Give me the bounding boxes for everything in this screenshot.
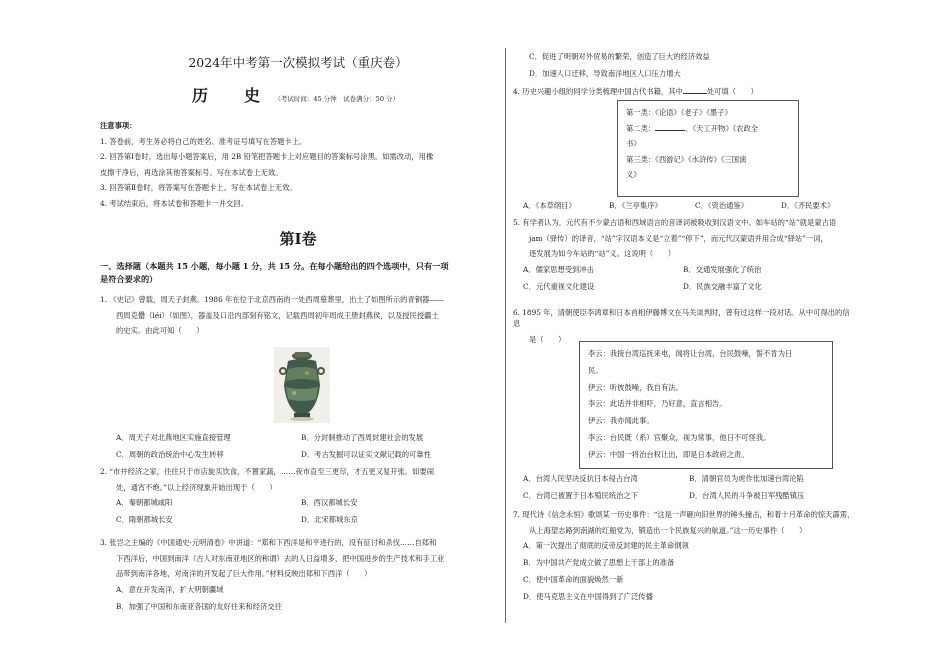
exam-title: 2024年中考第一次模拟考试（重庆卷） [188,55,408,70]
question-line: 是（ ） [529,334,566,344]
question-line: 7. 现代诗《信念永恒》歌颂某一历史事件：“这是一声砸向旧世界的锤头撞击，和着十月革命的惊天霹雳， [513,510,855,519]
dialogue-line: 李云：此话并非相吓，乃好意，直言相告。 [588,399,727,409]
question-3-continued [513,51,855,85]
note-item: 3. 回答第Ⅱ卷时，将答案写在答题卡上。写在本试卷上无效。 [100,183,297,193]
stem-before: 4. 历史兴趣小组的同学分类梳理中国古代书籍，其中 [513,87,683,96]
box-line: 第二类： 、《天工开物》《农政全 [626,123,759,133]
option-d[interactable]: D．北宋都城东京 [301,515,358,525]
note-item: 1. 答卷前，考生务必将自己的姓名、准考证号填写在答题卡上。 [100,136,307,146]
dialogue-line: 李云：台民既（系）官聚众，视为常事，他日不可怪我。 [588,432,771,442]
option-c[interactable]: C．使中国革命的面貌焕然一新 [523,575,624,585]
note-item: 4. 考试结束后，将本试卷和答题卡一并交回。 [100,198,248,208]
option-d[interactable]: D．民族交融丰富了文化 [683,281,762,291]
dialogue-line: 伊云：听彼鼓噪，我自有法。 [588,382,683,392]
box-line: 第一类：《论语》《老子》《墨子》 [626,108,732,117]
notes-heading: 注意事项： [100,121,137,130]
subject-name: 历 史 [192,86,271,105]
option-d[interactable]: D．考古发掘可以证实文献记载的可靠性 [301,450,431,459]
question-line: 5. 有学者认为，元代有不少蒙古语和西域语言的音译词被吸收到汉语文中。如车站的“站”就是蒙古语 [513,218,837,227]
box-line: 义》 [626,170,641,179]
option-c[interactable]: C．隋朝都城长安 [116,515,173,525]
question-line: 1. 《史记》曾载，周天子封燕。1986 年在位于北京西南的一处西周墓葬里，出土了如图所示的青铜器—— [100,295,444,304]
box-blank [655,130,685,131]
dialogue-line: 民。 [588,365,603,375]
option-a[interactable]: A．第一次提出了彻底的反帝反封建的民主革命纲领 [523,541,689,551]
option-a[interactable]: A．儒家思想受到冲击 [523,264,594,274]
note-item: 皮擦干净后，再选涂其他答案标号。写在本试卷上无效。 [100,167,283,177]
question-line: 品带到南洋各地，对南洋的开发起了巨大作用。”材料反映出郑和下西洋（ ） [116,569,372,579]
section-line: 一、选择题（本题共 15 小题，每小题 1 分，共 15 分。在每小题给出的四个选项中，只有一项 [100,261,449,271]
option-b[interactable]: B．《兰亭集序》 [609,201,662,210]
question-line: 的史实。由此可知（ ） [116,326,204,336]
bronze-vessel-image [274,347,330,423]
subject-heading [192,86,400,105]
option-d[interactable]: D．使马克思主义在中国得到了广泛传播 [523,592,653,602]
option-b[interactable]: B．清朝官员为虎作伥加速台湾沦陷 [689,474,804,483]
section-line: 是符合要求的） [100,274,158,284]
box-line: 第三类：《西游记》《水浒传》《三国演 [626,154,747,164]
option-c[interactable]: C．促进了明朝对外贸易的繁荣，创造了巨大的经济效益 [529,52,710,61]
book-category-box [617,100,799,197]
option-b[interactable]: B．交通发展强化了统治 [683,264,762,274]
option-d[interactable]: D．台湾人民的斗争被日军残酷镇压 [689,491,805,500]
option-c[interactable]: C．元代重视文化建设 [523,281,595,291]
dialogue-box [579,341,833,469]
question-1 [100,294,496,341]
question-line: 从上海望志路到南湖的红船党为，锻造出一个民族复兴的航道。”这一历史事件（ ） [529,525,807,535]
option-a[interactable]: A．秦朝都城咸阳 [116,498,173,508]
question-5 [513,217,855,292]
option-a[interactable]: A．《本草纲目》 [523,201,576,210]
stem-after: 处可填（ ） [706,87,758,96]
dialogue-line: 伊云：我亦闻此事。 [588,416,654,426]
question-line: 西周克罍（léi）（如图），器盖及口沿内部刻有铭文，记载西周初年周成王册封燕侯，以及授民授疆土 [116,310,439,320]
question-7 [513,509,855,608]
question-line: 逐发展为如今车站的“站”义。这说明（ ） [529,249,676,259]
question-line: 2. “市井经济之家，往往只于市店旋买饮食，不置家蔬，……夜市直至三更尽，才五更又复开张。如要闹 [100,467,435,476]
box-line: 书》 [626,139,641,148]
option-b[interactable]: B．西汉都城长安 [301,498,358,508]
option-d[interactable]: D．加速人口迁移，导致南洋地区人口压力增大 [529,69,681,78]
option-c[interactable]: C．周朝的政治统治中心发生转移 [116,450,224,459]
note-item: 2. 回答第Ⅰ卷时，选出每小题答案后，用 2B 铅笔把答题卡上对应题目的答案标号涂黑。如需改动，用橡 [100,152,434,162]
question-line: jam（驿传）的译音，“站”字汉语本义是“立着”“停下”，而元代汉蒙语并用合成“驿站”一词， [529,233,828,243]
question-4-options [513,200,855,211]
option-b[interactable]: B．加强了中国和东南亚各国的友好往来和经济交往 [116,601,282,611]
dialogue-line: 李云：我接台湾巡抚来电，闻将让台湾，台民鼓噪，誓不肯为日 [588,349,793,358]
question-6-options [513,473,855,501]
option-a[interactable]: A．周天子对北燕地区实施直接管理 [116,433,231,442]
question-3 [100,537,496,618]
option-a[interactable]: A．意在开发南洋，扩大明朝疆域 [116,584,224,594]
question-stem [513,86,855,97]
dialogue-line: 伊云：中国一将治台权让出，即是日本政府之责。 [588,449,749,459]
section-heading [100,260,496,286]
volume-title: 第Ⅰ卷 [279,230,317,248]
question-line: 下西洋后，中国到南洋（古人对东南亚地区的称谓）去的人日益增多，把中国进步的生产技术和手工业 [116,553,445,563]
option-c[interactable]: C．《资治通鉴》 [695,201,749,210]
option-a[interactable]: A．台湾人民坚决反抗日本侵占台湾 [523,474,638,483]
question-line: 3. 张岂之主编的《中国通史·元明清卷》中讲道：“郑和下西洋是和平进行的，没有征讨和杀伐……自郑和 [100,538,437,547]
question-2 [100,466,496,525]
question-line: 6. 1895 年，清朝使臣李鸿章和日本首相伊藤博文在马关谈判时，曾有过这样一段对话。从中可得出的信息 [513,308,850,328]
notes-block [100,120,496,214]
option-b[interactable]: B．分封制推动了西周封建社会的发展 [301,433,424,442]
question-line: 处，通宵不绝。”以上经济现象开始出现于（ ） [116,482,277,492]
question-1-options [100,432,496,460]
exam-meta: （考试时间：45 分钟 试卷满分：50 分） [274,95,400,103]
answer-blank [683,93,707,94]
column-divider [505,48,506,623]
option-c[interactable]: C．台湾已被置于日本殖民统治之下 [523,491,639,500]
option-d[interactable]: D．《齐民要术》 [781,201,835,210]
option-b[interactable]: B．为中国共产党成立做了思想上干部上的准备 [523,558,675,568]
